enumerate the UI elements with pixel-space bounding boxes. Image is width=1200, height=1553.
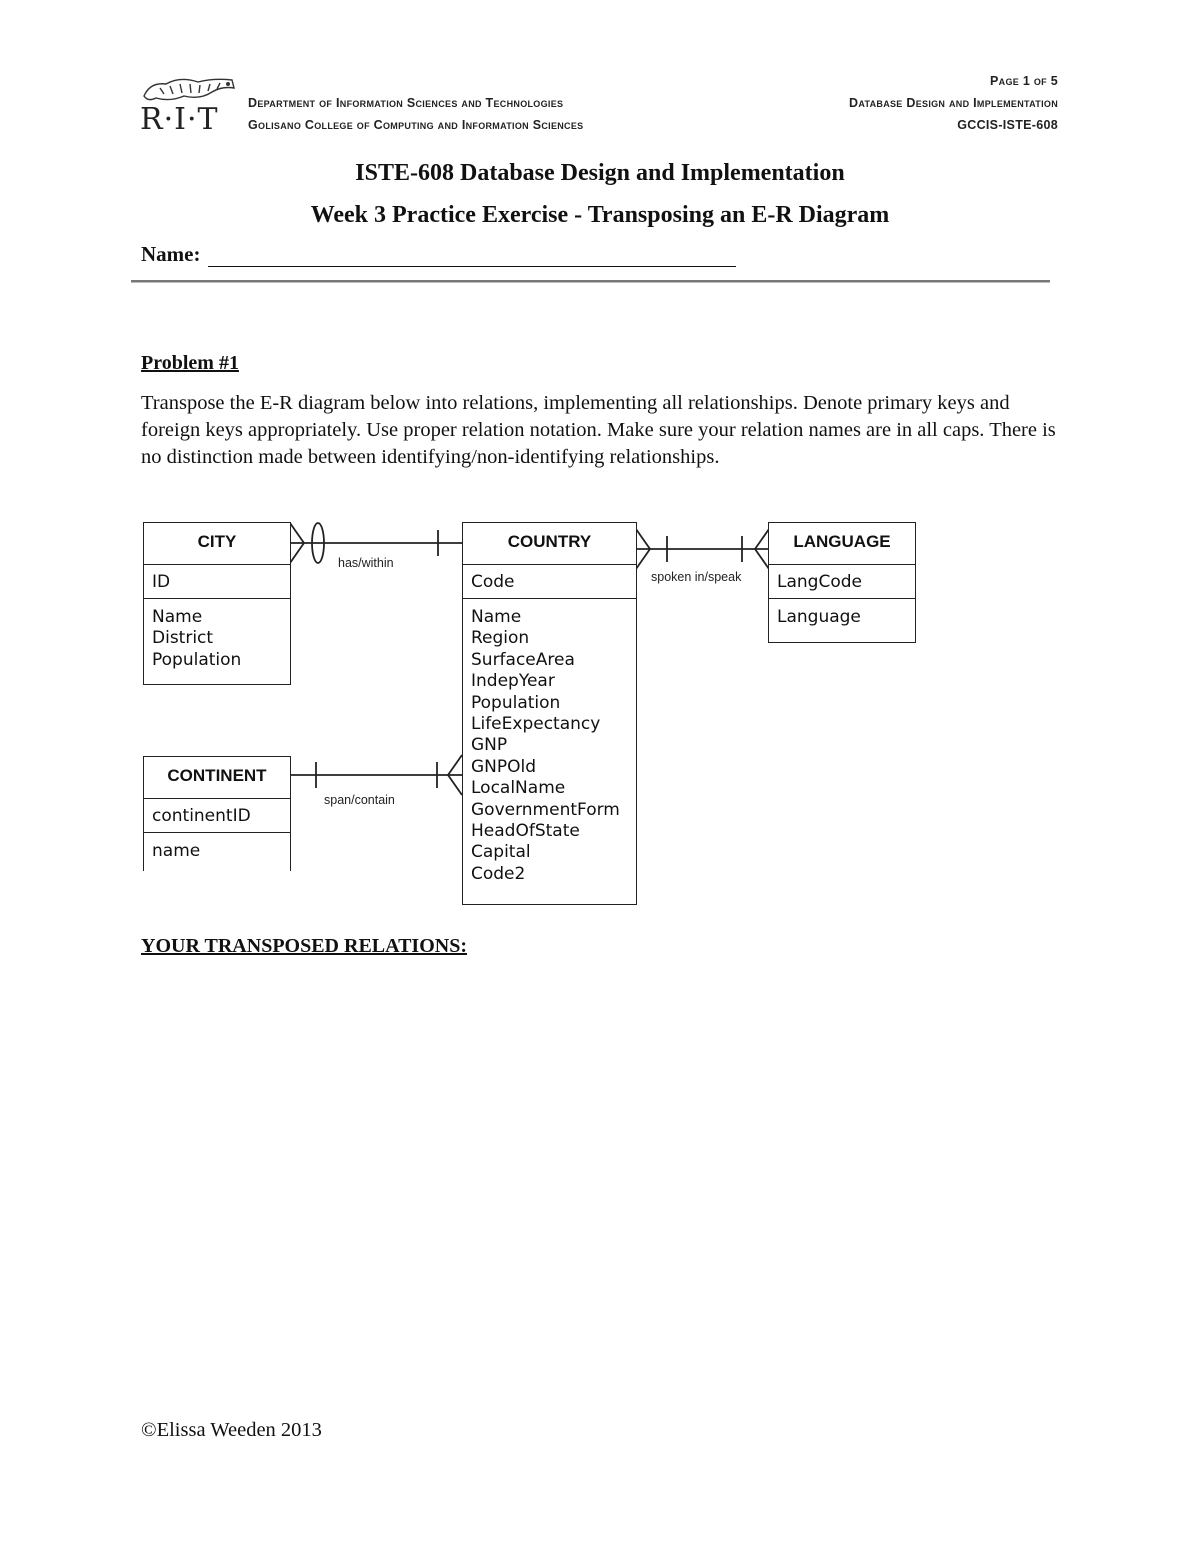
problem-heading: Problem #1 — [141, 352, 239, 374]
attribute: LifeExpectancy — [471, 714, 601, 735]
attribute: Population — [471, 692, 561, 713]
relationship-label-span-contain: span/contain — [324, 793, 395, 807]
course-code: GCCIS-ISTE-608 — [957, 118, 1058, 132]
entity-name: CONTINENT — [144, 757, 290, 799]
college-name: Golisano College of Computing and Information Sciences — [248, 118, 584, 132]
attribute: Name — [152, 607, 203, 627]
answer-heading: YOUR TRANSPOSED RELATIONS: — [141, 935, 467, 957]
entity-attributes — [144, 599, 290, 671]
page-title: ISTE-608 Database Design and Implementation — [355, 160, 845, 186]
attribute: Code2 — [471, 863, 526, 884]
attribute: GNP — [471, 735, 508, 756]
attribute: Region — [471, 628, 530, 649]
entity-name: CITY — [144, 523, 290, 565]
page-subtitle: Week 3 Practice Exercise - Transposing an E-R Diagram — [310, 202, 890, 228]
attribute: SurfaceArea — [471, 649, 575, 670]
entity-continent — [143, 756, 291, 871]
course-name: Database Design and Implementation — [849, 96, 1058, 110]
entity-attributes — [463, 599, 636, 885]
attribute: GovernmentForm — [471, 799, 620, 820]
logo-text: R·I·T — [140, 102, 219, 137]
entity-language — [768, 522, 916, 643]
attribute: Name — [471, 607, 522, 627]
attribute: District — [152, 628, 214, 649]
department-name: Department of Information Sciences and Technologies — [248, 96, 564, 110]
problem-text: Transpose the E-R diagram below into relations, implementing all relationships. Denote primary keys and foreign keys appropriately. Use proper relation notation. Make sure your relation names are in all caps. There is no distinction made between identifying/non-identifying relationships. — [141, 392, 1056, 468]
attribute: Language — [777, 607, 861, 627]
attribute: LocalName — [471, 778, 566, 799]
attribute: GNPOld — [471, 756, 537, 777]
page-number: Page 1 of 5 — [990, 74, 1058, 88]
entity-attributes — [144, 833, 290, 862]
entity-key: ID — [144, 565, 290, 599]
entity-key: continentID — [144, 799, 290, 833]
entity-name: LANGUAGE — [769, 523, 915, 565]
entity-city — [143, 522, 291, 685]
entity-key: LangCode — [769, 565, 915, 599]
entity-attributes — [769, 599, 915, 628]
relationship-label-has-within: has/within — [338, 556, 394, 570]
entity-key: Code — [463, 565, 636, 599]
attribute: name — [152, 841, 201, 861]
attribute: IndepYear — [471, 671, 555, 692]
name-label: Name: — [141, 242, 201, 266]
relationship-label-spoken-in: spoken in/speak — [651, 570, 742, 584]
entity-country — [462, 522, 637, 905]
entity-name: COUNTRY — [463, 523, 636, 565]
copyright-footer: ©Elissa Weeden 2013 — [141, 1419, 322, 1441]
attribute: HeadOfState — [471, 821, 580, 842]
attribute: Capital — [471, 842, 531, 863]
attribute: Population — [152, 649, 242, 670]
